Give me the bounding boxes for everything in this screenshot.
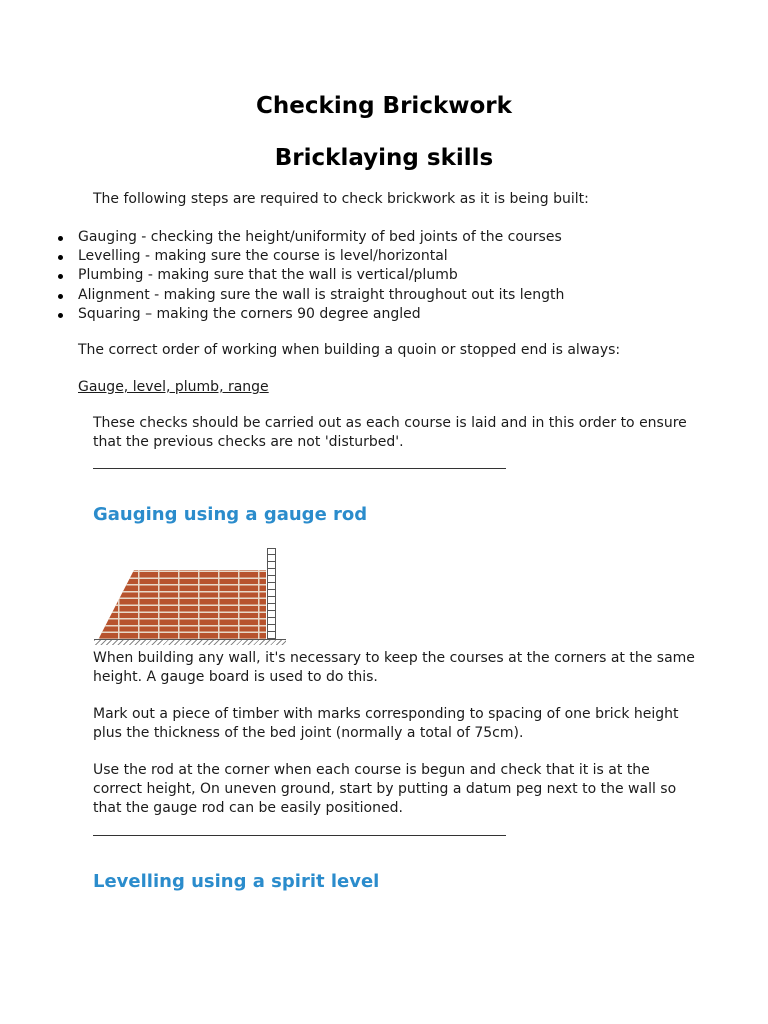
section-divider (93, 835, 506, 836)
order-note-line: that the previous checks are not 'disturbed'. (93, 434, 404, 450)
document-title: Checking Brickwork (256, 93, 512, 119)
brick-wall-with-gauge-rod-icon (94, 546, 286, 646)
order-sequence: Gauge, level, plumb, range (78, 379, 269, 395)
paragraph-line: Mark out a piece of timber with marks corresponding to spacing of one brick height (93, 706, 679, 722)
order-intro: The correct order of working when building a quoin or stopped end is always: (78, 342, 621, 358)
paragraph-line: When building any wall, it's necessary to keep the courses at the corners at the same (93, 650, 695, 666)
order-note-line: These checks should be carried out as each course is laid and in this order to ensure (93, 415, 687, 431)
document-subtitle: Bricklaying skills (274, 145, 494, 171)
paragraph-line: correct height, On uneven ground, start by putting a datum peg next to the wall so (93, 781, 677, 797)
list-item: Alignment - making sure the wall is straight throughout out its length (78, 286, 564, 305)
section-heading-levelling: Levelling using a spirit level (93, 871, 380, 892)
gauge-rod (267, 548, 276, 640)
paragraph-line: height. A gauge board is used to do this. (93, 669, 378, 685)
intro-text: The following steps are required to check brickwork as it is being built: (93, 191, 589, 207)
checks-list (78, 228, 564, 324)
ground-hatching (94, 639, 286, 645)
paragraph-line: plus the thickness of the bed joint (normally a total of 75cm). (93, 725, 524, 741)
paragraph-line: that the gauge rod can be easily positioned. (93, 800, 403, 816)
section-heading-gauging: Gauging using a gauge rod (93, 504, 368, 525)
paragraph-line: Use the rod at the corner when each course is begun and check that it is at the (93, 762, 650, 778)
list-item: Levelling - making sure the course is level/horizontal (78, 247, 564, 266)
list-item: Gauging - checking the height/uniformity of bed joints of the courses (78, 228, 564, 247)
list-item: Plumbing - making sure that the wall is vertical/plumb (78, 266, 564, 285)
section-divider (93, 468, 506, 469)
list-item: Squaring – making the corners 90 degree angled (78, 305, 564, 324)
brick-wall (98, 570, 266, 640)
